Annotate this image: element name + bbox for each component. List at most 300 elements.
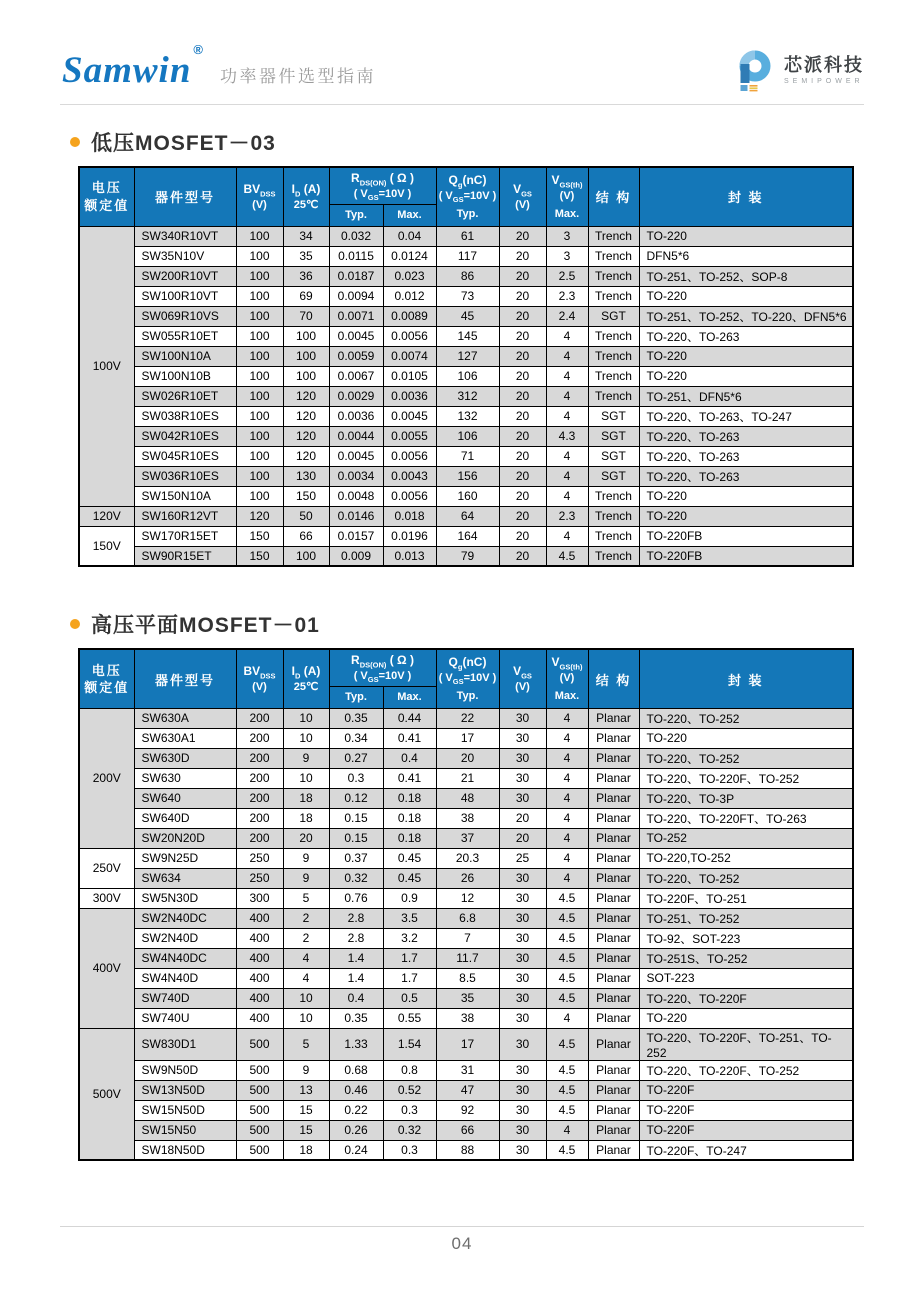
cell-rdson-typ: 0.0115 xyxy=(329,246,383,266)
cell-structure: SGT xyxy=(588,426,639,446)
cell-vgsth: 2.4 xyxy=(546,306,588,326)
cell-rdson-max: 1.7 xyxy=(383,968,436,988)
cell-vgsth: 4.5 xyxy=(546,1028,588,1060)
table-row xyxy=(79,546,853,566)
cell-rdson-typ: 0.0036 xyxy=(329,406,383,426)
cell-package: TO-220 xyxy=(639,286,853,306)
cell-id: 9 xyxy=(283,848,329,868)
cell-model: SW2N40DC xyxy=(134,908,236,928)
cell-model: SW4N40DC xyxy=(134,948,236,968)
cell-bvdss: 100 xyxy=(236,326,283,346)
cell-model: SW20N20D xyxy=(134,828,236,848)
table-row xyxy=(79,728,853,748)
table-row xyxy=(79,386,853,406)
cell-rdson-typ: 0.0146 xyxy=(329,506,383,526)
cell-qg: 31 xyxy=(436,1060,499,1080)
section-heading: 低压MOSFET－03 xyxy=(91,132,276,155)
cell-structure: Planar xyxy=(588,948,639,968)
cell-vgs: 20 xyxy=(499,406,546,426)
cell-qg: 106 xyxy=(436,426,499,446)
cell-bvdss: 200 xyxy=(236,708,283,728)
cell-structure: Trench xyxy=(588,226,639,246)
cell-id: 13 xyxy=(283,1080,329,1100)
table-row xyxy=(79,286,853,306)
cell-model: SW630A1 xyxy=(134,728,236,748)
cell-id: 36 xyxy=(283,266,329,286)
cell-model: SW640D xyxy=(134,808,236,828)
bullet-icon xyxy=(70,137,80,147)
cell-vgs: 20 xyxy=(499,286,546,306)
col-structure: 结 构 xyxy=(588,167,639,226)
cell-qg: 106 xyxy=(436,366,499,386)
col-qg: $Q_g(nC)$ ( $V_{GS}=10V$ ) Typ. xyxy=(436,167,499,226)
col-id: $I_D$ (A) 25℃ xyxy=(283,167,329,226)
cell-bvdss: 100 xyxy=(236,406,283,426)
col-bvdss: $BV_{DSS}$ (V) xyxy=(236,649,283,708)
cell-structure: Planar xyxy=(588,988,639,1008)
cell-model: SW036R10ES xyxy=(134,466,236,486)
cell-id: 50 xyxy=(283,506,329,526)
cell-structure: Planar xyxy=(588,1080,639,1100)
cell-package: TO-220F xyxy=(639,1100,853,1120)
col-package: 封 装 xyxy=(639,167,853,226)
cell-rdson-typ: 0.4 xyxy=(329,988,383,1008)
cell-rdson-typ: 1.4 xyxy=(329,948,383,968)
table-row xyxy=(79,708,853,728)
cell-id: 4 xyxy=(283,948,329,968)
cell-bvdss: 100 xyxy=(236,486,283,506)
cell-rdson-typ: 0.0045 xyxy=(329,326,383,346)
cell-rdson-max: 0.18 xyxy=(383,788,436,808)
cell-vgsth: 4.5 xyxy=(546,948,588,968)
cell-id: 120 xyxy=(283,406,329,426)
cell-vgs: 20 xyxy=(499,486,546,506)
col-structure: 结 构 xyxy=(588,649,639,708)
cell-vgs: 30 xyxy=(499,1120,546,1140)
cell-rdson-max: 0.018 xyxy=(383,506,436,526)
cell-model: SW055R10ET xyxy=(134,326,236,346)
cell-package: TO-220、TO-220FT、TO-263 xyxy=(639,808,853,828)
cell-qg: 6.8 xyxy=(436,908,499,928)
cell-package: TO-220 xyxy=(639,366,853,386)
cell-vgs: 30 xyxy=(499,928,546,948)
cell-rdson-max: 0.5 xyxy=(383,988,436,1008)
table-row xyxy=(79,788,853,808)
cell-bvdss: 100 xyxy=(236,346,283,366)
cell-vgsth: 4.5 xyxy=(546,1100,588,1120)
cell-structure: Planar xyxy=(588,748,639,768)
guide-subtitle: 功率器件选型指南 xyxy=(220,66,376,86)
table-row xyxy=(79,326,853,346)
table-row xyxy=(79,928,853,948)
cell-vgsth: 2.3 xyxy=(546,506,588,526)
company-name-en: SEMIPOWER xyxy=(784,77,864,85)
cell-qg: 20.3 xyxy=(436,848,499,868)
cell-qg: 37 xyxy=(436,828,499,848)
cell-rdson-typ: 0.76 xyxy=(329,888,383,908)
cell-structure: Planar xyxy=(588,1060,639,1080)
table-row xyxy=(79,266,853,286)
cell-vgs: 30 xyxy=(499,1100,546,1120)
company-name-block xyxy=(784,55,864,85)
voltage-group-cell: 500V xyxy=(79,1028,134,1160)
cell-model: SW100R10VT xyxy=(134,286,236,306)
table-body xyxy=(79,226,853,566)
cell-model: SW026R10ET xyxy=(134,386,236,406)
table-row xyxy=(79,1140,853,1160)
cell-rdson-typ: 0.0094 xyxy=(329,286,383,306)
cell-rdson-typ: 0.3 xyxy=(329,768,383,788)
cell-rdson-max: 0.0056 xyxy=(383,326,436,346)
brand-logo-text: Samwin ® xyxy=(62,42,204,91)
cell-id: 69 xyxy=(283,286,329,306)
cell-vgs: 30 xyxy=(499,908,546,928)
cell-qg: 45 xyxy=(436,306,499,326)
cell-bvdss: 100 xyxy=(236,226,283,246)
table-row xyxy=(79,1028,853,1060)
cell-rdson-max: 0.18 xyxy=(383,828,436,848)
table-row xyxy=(79,748,853,768)
cell-id: 70 xyxy=(283,306,329,326)
table-row xyxy=(79,506,853,526)
cell-structure: Planar xyxy=(588,848,639,868)
cell-structure: Planar xyxy=(588,788,639,808)
cell-model: SW630 xyxy=(134,768,236,788)
cell-bvdss: 300 xyxy=(236,888,283,908)
cell-vgs: 20 xyxy=(499,346,546,366)
cell-package: TO-220FB xyxy=(639,526,853,546)
cell-rdson-typ: 0.0067 xyxy=(329,366,383,386)
cell-structure: Planar xyxy=(588,1028,639,1060)
cell-rdson-typ: 0.0048 xyxy=(329,486,383,506)
cell-package: TO-220、TO-220F、TO-252 xyxy=(639,768,853,788)
cell-bvdss: 100 xyxy=(236,366,283,386)
cell-package: TO-220 xyxy=(639,486,853,506)
cell-bvdss: 100 xyxy=(236,466,283,486)
cell-package: TO-220、TO-252 xyxy=(639,748,853,768)
cell-structure: SGT xyxy=(588,406,639,426)
cell-package: TO-220、TO-220F、TO-252 xyxy=(639,1060,853,1080)
cell-structure: Planar xyxy=(588,1008,639,1028)
cell-bvdss: 200 xyxy=(236,768,283,788)
cell-qg: 61 xyxy=(436,226,499,246)
cell-bvdss: 100 xyxy=(236,426,283,446)
cell-structure: Trench xyxy=(588,366,639,386)
cell-rdson-max: 0.0056 xyxy=(383,486,436,506)
cell-structure: Planar xyxy=(588,728,639,748)
col-qg: $Q_g(nC)$ ( $V_{GS}=10V$ ) Typ. xyxy=(436,649,499,708)
cell-vgs: 25 xyxy=(499,848,546,868)
cell-vgs: 30 xyxy=(499,708,546,728)
table-row xyxy=(79,466,853,486)
cell-structure: Trench xyxy=(588,266,639,286)
cell-qg: 127 xyxy=(436,346,499,366)
voltage-group-cell: 400V xyxy=(79,908,134,1028)
cell-bvdss: 200 xyxy=(236,828,283,848)
cell-package: TO-220、TO-220F xyxy=(639,988,853,1008)
cell-vgsth: 4 xyxy=(546,848,588,868)
table-row xyxy=(79,346,853,366)
cell-vgsth: 3 xyxy=(546,226,588,246)
table-row xyxy=(79,948,853,968)
cell-bvdss: 500 xyxy=(236,1120,283,1140)
cell-qg: 86 xyxy=(436,266,499,286)
cell-rdson-max: 0.4 xyxy=(383,748,436,768)
cell-structure: Planar xyxy=(588,808,639,828)
cell-vgsth: 4 xyxy=(546,748,588,768)
cell-id: 10 xyxy=(283,708,329,728)
cell-vgsth: 4.5 xyxy=(546,968,588,988)
cell-vgsth: 4.5 xyxy=(546,1080,588,1100)
cell-package: TO-220F、TO-247 xyxy=(639,1140,853,1160)
cell-rdson-max: 0.023 xyxy=(383,266,436,286)
cell-rdson-max: 0.04 xyxy=(383,226,436,246)
cell-id: 20 xyxy=(283,828,329,848)
cell-rdson-typ: 0.0157 xyxy=(329,526,383,546)
cell-rdson-typ: 0.15 xyxy=(329,808,383,828)
cell-model: SW9N50D xyxy=(134,1060,236,1080)
cell-bvdss: 500 xyxy=(236,1080,283,1100)
cell-vgsth: 4 xyxy=(546,828,588,848)
cell-bvdss: 100 xyxy=(236,386,283,406)
cell-rdson-max: 0.41 xyxy=(383,768,436,788)
semipower-logo-icon xyxy=(731,47,775,93)
cell-structure: Planar xyxy=(588,1120,639,1140)
cell-model: SW200R10VT xyxy=(134,266,236,286)
cell-rdson-max: 1.7 xyxy=(383,948,436,968)
cell-model: SW100N10A xyxy=(134,346,236,366)
cell-id: 35 xyxy=(283,246,329,266)
col-rdson-typ: Typ. xyxy=(329,686,383,708)
cell-vgs: 30 xyxy=(499,748,546,768)
cell-qg: 164 xyxy=(436,526,499,546)
section-title xyxy=(70,609,864,639)
cell-package: TO-220、TO-263 xyxy=(639,446,853,466)
mosfet-table-low-voltage xyxy=(78,166,854,567)
cell-rdson-typ: 0.0187 xyxy=(329,266,383,286)
cell-id: 34 xyxy=(283,226,329,246)
cell-id: 15 xyxy=(283,1120,329,1140)
cell-structure: Trench xyxy=(588,386,639,406)
section-low-voltage-mosfet xyxy=(70,127,864,567)
cell-package: TO-92、SOT-223 xyxy=(639,928,853,948)
col-voltage-rating: 电压 额定值 xyxy=(79,649,134,708)
cell-qg: 132 xyxy=(436,406,499,426)
table-row xyxy=(79,246,853,266)
cell-id: 100 xyxy=(283,366,329,386)
cell-vgsth: 2.3 xyxy=(546,286,588,306)
cell-rdson-max: 0.0055 xyxy=(383,426,436,446)
cell-qg: 35 xyxy=(436,988,499,1008)
cell-structure: Trench xyxy=(588,326,639,346)
cell-structure: Planar xyxy=(588,968,639,988)
cell-rdson-typ: 0.35 xyxy=(329,708,383,728)
cell-structure: SGT xyxy=(588,446,639,466)
cell-id: 18 xyxy=(283,808,329,828)
cell-structure: Trench xyxy=(588,526,639,546)
cell-model: SW630A xyxy=(134,708,236,728)
cell-structure: SGT xyxy=(588,466,639,486)
cell-model: SW18N50D xyxy=(134,1140,236,1160)
cell-package: TO-251、TO-252 xyxy=(639,908,853,928)
cell-rdson-typ: 0.27 xyxy=(329,748,383,768)
table-row xyxy=(79,366,853,386)
cell-rdson-max: 0.41 xyxy=(383,728,436,748)
cell-qg: 17 xyxy=(436,728,499,748)
cell-rdson-typ: 0.0044 xyxy=(329,426,383,446)
cell-package: TO-220、TO-252 xyxy=(639,708,853,728)
cell-id: 120 xyxy=(283,446,329,466)
table-row xyxy=(79,486,853,506)
cell-bvdss: 250 xyxy=(236,868,283,888)
col-part-number: 器件型号 xyxy=(134,167,236,226)
cell-bvdss: 400 xyxy=(236,928,283,948)
cell-model: SW5N30D xyxy=(134,888,236,908)
cell-structure: Trench xyxy=(588,546,639,566)
section-title xyxy=(70,127,864,157)
voltage-group-cell: 150V xyxy=(79,526,134,566)
page-footer xyxy=(60,1226,864,1254)
cell-package: TO-252 xyxy=(639,828,853,848)
cell-rdson-max: 0.32 xyxy=(383,1120,436,1140)
cell-id: 5 xyxy=(283,888,329,908)
cell-qg: 92 xyxy=(436,1100,499,1120)
cell-rdson-max: 3.5 xyxy=(383,908,436,928)
cell-rdson-max: 0.18 xyxy=(383,808,436,828)
cell-id: 18 xyxy=(283,1140,329,1160)
table-row xyxy=(79,306,853,326)
cell-bvdss: 400 xyxy=(236,988,283,1008)
header-divider xyxy=(60,104,864,105)
cell-id: 130 xyxy=(283,466,329,486)
cell-vgsth: 4 xyxy=(546,728,588,748)
cell-rdson-typ: 0.35 xyxy=(329,1008,383,1028)
cell-bvdss: 500 xyxy=(236,1028,283,1060)
cell-vgsth: 4 xyxy=(546,466,588,486)
table-row xyxy=(79,888,853,908)
section-high-voltage-planar-mosfet xyxy=(70,609,864,1161)
cell-qg: 312 xyxy=(436,386,499,406)
cell-vgs: 30 xyxy=(499,1028,546,1060)
cell-vgsth: 3 xyxy=(546,246,588,266)
cell-rdson-max: 0.013 xyxy=(383,546,436,566)
cell-package: TO-220 xyxy=(639,346,853,366)
cell-model: SW740U xyxy=(134,1008,236,1028)
col-package: 封 装 xyxy=(639,649,853,708)
cell-rdson-typ: 0.0071 xyxy=(329,306,383,326)
voltage-group-cell: 100V xyxy=(79,226,134,506)
cell-package: TO-220 xyxy=(639,506,853,526)
cell-vgs: 20 xyxy=(499,246,546,266)
cell-qg: 21 xyxy=(436,768,499,788)
cell-model: SW830D1 xyxy=(134,1028,236,1060)
cell-package: TO-220、TO-263 xyxy=(639,326,853,346)
table-header xyxy=(79,649,853,708)
cell-rdson-typ: 0.15 xyxy=(329,828,383,848)
cell-rdson-typ: 1.4 xyxy=(329,968,383,988)
cell-rdson-max: 0.52 xyxy=(383,1080,436,1100)
cell-id: 100 xyxy=(283,546,329,566)
cell-rdson-typ: 0.34 xyxy=(329,728,383,748)
page-header xyxy=(62,44,864,96)
cell-qg: 11.7 xyxy=(436,948,499,968)
voltage-group-cell: 200V xyxy=(79,708,134,848)
cell-bvdss: 500 xyxy=(236,1100,283,1120)
cell-vgsth: 4 xyxy=(546,326,588,346)
cell-id: 120 xyxy=(283,386,329,406)
cell-vgsth: 4 xyxy=(546,526,588,546)
cell-model: SW170R15ET xyxy=(134,526,236,546)
cell-vgsth: 4 xyxy=(546,808,588,828)
cell-id: 15 xyxy=(283,1100,329,1120)
cell-id: 10 xyxy=(283,768,329,788)
cell-id: 150 xyxy=(283,486,329,506)
cell-rdson-max: 0.0124 xyxy=(383,246,436,266)
cell-vgs: 20 xyxy=(499,366,546,386)
cell-rdson-max: 0.0036 xyxy=(383,386,436,406)
table-row xyxy=(79,988,853,1008)
company-logo xyxy=(731,47,864,93)
cell-rdson-typ: 0.46 xyxy=(329,1080,383,1100)
cell-bvdss: 400 xyxy=(236,948,283,968)
cell-model: SW15N50 xyxy=(134,1120,236,1140)
cell-rdson-max: 0.8 xyxy=(383,1060,436,1080)
cell-id: 100 xyxy=(283,346,329,366)
cell-rdson-max: 3.2 xyxy=(383,928,436,948)
cell-bvdss: 100 xyxy=(236,306,283,326)
cell-model: SW100N10B xyxy=(134,366,236,386)
cell-id: 10 xyxy=(283,1008,329,1028)
cell-rdson-max: 0.3 xyxy=(383,1140,436,1160)
cell-id: 4 xyxy=(283,968,329,988)
cell-qg: 38 xyxy=(436,1008,499,1028)
cell-vgs: 20 xyxy=(499,506,546,526)
cell-vgs: 20 xyxy=(499,446,546,466)
cell-rdson-max: 0.012 xyxy=(383,286,436,306)
cell-package: TO-251、DFN5*6 xyxy=(639,386,853,406)
cell-bvdss: 150 xyxy=(236,526,283,546)
cell-rdson-max: 0.3 xyxy=(383,1100,436,1120)
cell-vgs: 20 xyxy=(499,466,546,486)
cell-bvdss: 250 xyxy=(236,848,283,868)
table-row xyxy=(79,848,853,868)
cell-rdson-max: 0.0089 xyxy=(383,306,436,326)
col-vgsth: $V_{GS(th)}$ (V) Max. xyxy=(546,649,588,708)
cell-bvdss: 120 xyxy=(236,506,283,526)
cell-structure: Trench xyxy=(588,246,639,266)
cell-model: SW13N50D xyxy=(134,1080,236,1100)
cell-model: SW340R10VT xyxy=(134,226,236,246)
cell-package: TO-220FB xyxy=(639,546,853,566)
cell-vgsth: 4 xyxy=(546,366,588,386)
cell-vgsth: 4 xyxy=(546,708,588,728)
cell-structure: Trench xyxy=(588,486,639,506)
cell-vgsth: 4.5 xyxy=(546,1140,588,1160)
cell-rdson-typ: 0.22 xyxy=(329,1100,383,1120)
cell-vgsth: 4.5 xyxy=(546,988,588,1008)
cell-qg: 38 xyxy=(436,808,499,828)
cell-structure: Planar xyxy=(588,708,639,728)
cell-structure: Planar xyxy=(588,928,639,948)
cell-qg: 71 xyxy=(436,446,499,466)
cell-structure: Planar xyxy=(588,768,639,788)
cell-package: TO-251、TO-252、TO-220、DFN5*6 xyxy=(639,306,853,326)
table-row xyxy=(79,446,853,466)
col-vgs: $V_{GS}$ (V) xyxy=(499,649,546,708)
cell-rdson-typ: 1.33 xyxy=(329,1028,383,1060)
table-header xyxy=(79,167,853,226)
table-row xyxy=(79,406,853,426)
